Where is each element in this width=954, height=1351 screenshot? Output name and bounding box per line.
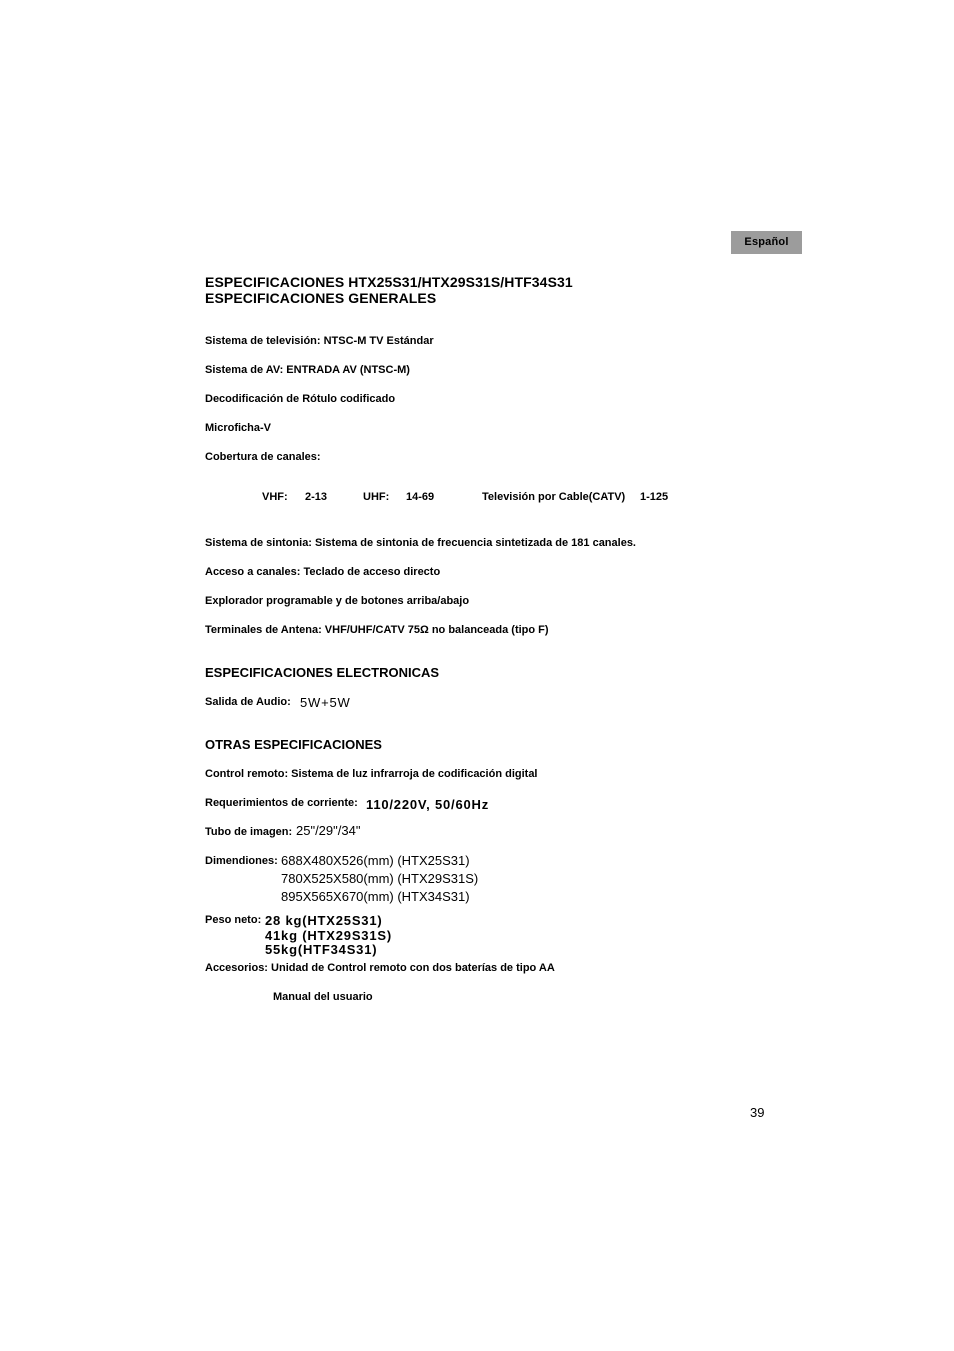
spec-scan: Explorador programable y de botones arriba/abajo — [205, 595, 470, 607]
section-title-other: OTRAS ESPECIFICACIONES — [205, 737, 382, 752]
spec-tv-system: Sistema de televisión: NTSC-M TV Estándar — [205, 335, 434, 347]
dims-row: 688X480X526(mm) (HTX25S31) — [281, 853, 470, 868]
dims-label: Dimendiones: — [205, 855, 278, 867]
weight-row: 28 kg(HTX25S31) — [265, 913, 383, 928]
catv-label: Televisión por Cable(CATV) — [482, 491, 626, 503]
spec-vchip: Microficha-V — [205, 422, 272, 434]
title-models: HTX25S31/HTX29S31S/HTF34S31 — [348, 274, 573, 290]
weight-row: 55kg(HTF34S31) — [265, 942, 378, 957]
spec-manual: Manual del usuario — [273, 991, 373, 1003]
title-prefix: ESPECIFICACIONES — [205, 274, 345, 290]
section-title-general: ESPECIFICACIONES GENERALES — [205, 290, 437, 306]
spec-coverage-label: Cobertura de canales: — [205, 451, 321, 463]
tube-label: Tubo de imagen: — [205, 826, 293, 838]
tube-value: 25"/29"/34" — [296, 823, 361, 838]
page-number: 39 — [750, 1105, 765, 1120]
spec-tuning: Sistema de sintonia: Sistema de sintonia de frecuencia sintetizada de 181 canales. — [205, 537, 636, 549]
dims-row: 780X525X580(mm) (HTX29S31S) — [281, 871, 479, 886]
language-tab: Español — [731, 231, 802, 254]
uhf-label: UHF: — [363, 491, 390, 503]
vhf-range: 2-13 — [305, 491, 328, 503]
power-value: 110/220V, 50/60Hz — [366, 797, 489, 812]
power-label: Requerimientos de corriente: — [205, 797, 358, 809]
vhf-label: VHF: — [262, 491, 288, 503]
audio-label: Salida de Audio: — [205, 696, 291, 708]
spec-access: Acceso a canales: Teclado de acceso directo — [205, 566, 441, 578]
page-title — [205, 274, 573, 290]
spec-remote: Control remoto: Sistema de luz infrarroja de codificación digital — [205, 768, 538, 780]
weight-label: Peso neto: — [205, 914, 262, 926]
section-title-electronic: ESPECIFICACIONES ELECTRONICAS — [205, 665, 440, 680]
weight-row: 41kg (HTX29S31S) — [265, 928, 392, 943]
spec-av-system: Sistema de AV: ENTRADA AV (NTSC-M) — [205, 364, 410, 376]
uhf-range: 14-69 — [406, 491, 435, 503]
dims-row: 895X565X670(mm) (HTX34S31) — [281, 889, 470, 904]
spec-caption: Decodificación de Rótulo codificado — [205, 393, 396, 405]
catv-range: 1-125 — [640, 491, 669, 503]
spec-accessories: Accesorios: Unidad de Control remoto con dos baterías de tipo AA — [205, 962, 555, 974]
audio-value: 5W+5W — [300, 695, 351, 710]
spec-antenna: Terminales de Antena: VHF/UHF/CATV 75Ω no balanceada (tipo F) — [205, 624, 549, 636]
